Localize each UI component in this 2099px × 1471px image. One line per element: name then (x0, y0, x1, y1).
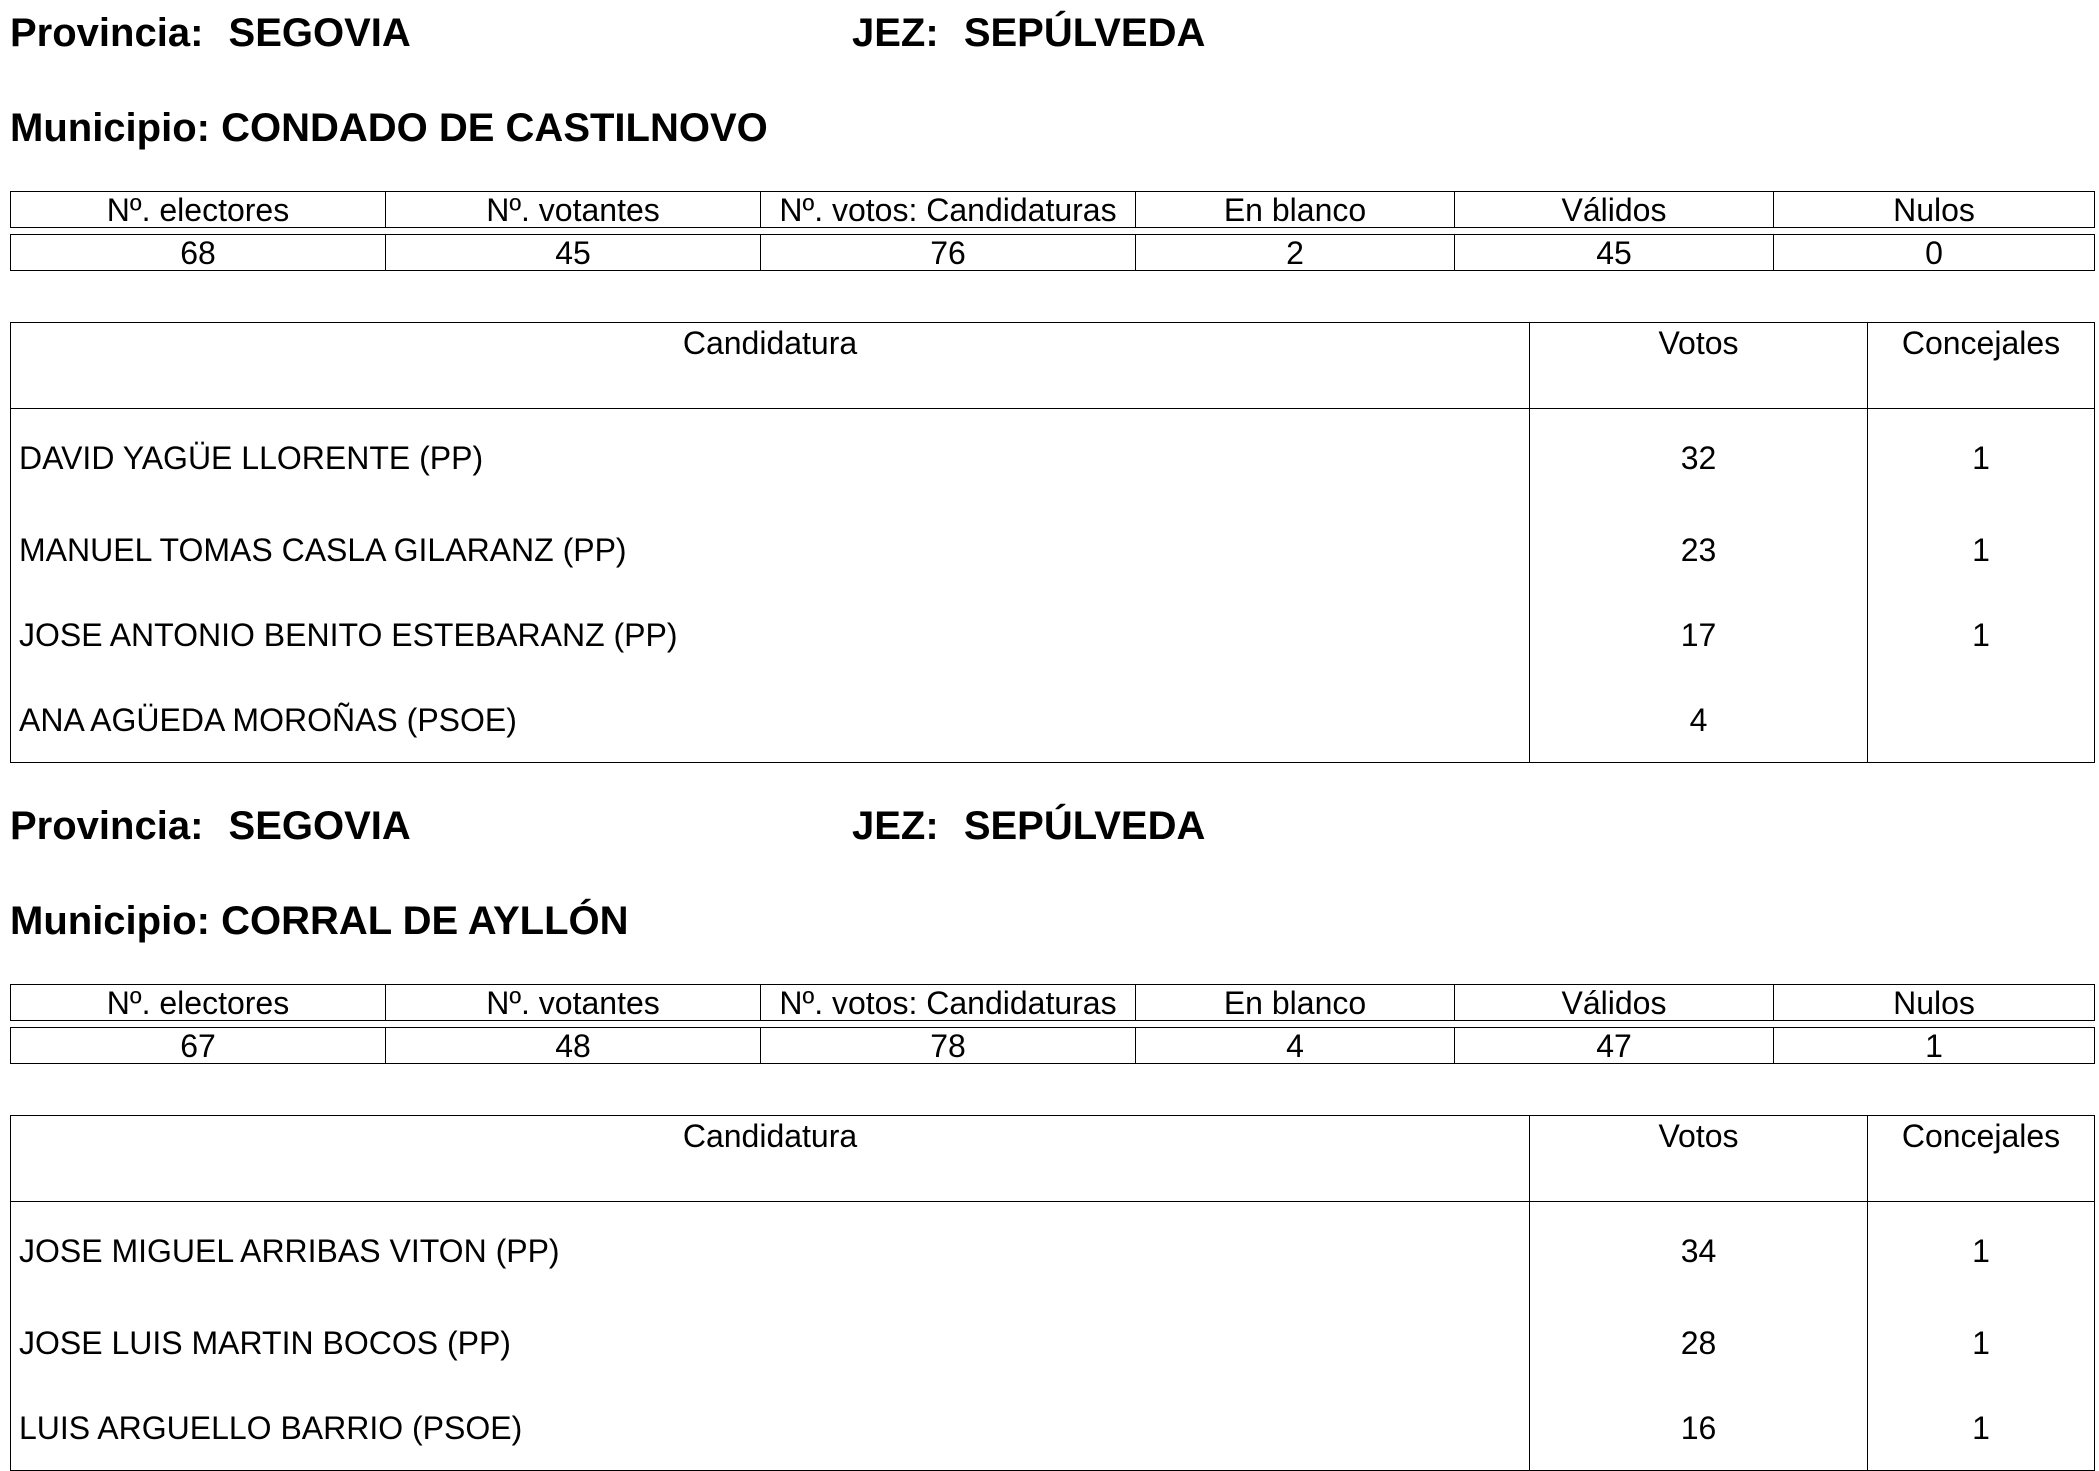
stats-value-row (11, 1028, 2095, 1064)
stat-value-votantes: 45 (386, 235, 761, 271)
jez-value: SEPÚLVEDA (963, 11, 1206, 55)
candidate-votes: 17 (1530, 592, 1868, 677)
province-heading (10, 13, 411, 53)
candidate-name: MANUEL TOMAS CASLA GILARANZ (PP) (19, 531, 627, 568)
stats-header-row (11, 985, 2095, 1021)
stat-header-candidaturas: Nº. votos: Candidaturas (761, 192, 1136, 228)
candidate-votes: 32 (1530, 409, 1868, 508)
municipio-heading (10, 108, 768, 148)
stat-header-validos: Válidos (1455, 985, 1774, 1021)
table-row (11, 1202, 2095, 1301)
candidate-seats: 1 (1868, 507, 2095, 592)
stat-header-nulos: Nulos (1774, 985, 2095, 1021)
stat-value-validos: 45 (1455, 235, 1774, 271)
municipio-value: CONDADO DE CASTILNOVO (221, 106, 768, 150)
candidate-votes: 23 (1530, 507, 1868, 592)
stats-header-row (11, 192, 2095, 228)
candidate-name: JOSE MIGUEL ARRIBAS VITON (PP) (19, 1233, 560, 1269)
municipio-heading (10, 901, 629, 941)
stat-header-candidaturas: Nº. votos: Candidaturas (761, 985, 1136, 1021)
candidates-table (10, 1115, 2095, 1471)
stat-value-blanco: 4 (1136, 1028, 1455, 1064)
candidate-votes: 4 (1530, 677, 1868, 763)
province-heading (10, 806, 411, 846)
stat-header-votantes: Nº. votantes (386, 985, 761, 1021)
stat-header-votantes: Nº. votantes (386, 192, 761, 228)
candidates-table (10, 322, 2095, 763)
table-row (11, 1300, 2095, 1385)
jez-label: JEZ: (852, 11, 939, 55)
municipio-label: Municipio: (10, 106, 210, 150)
candidates-header-row (11, 1116, 2095, 1202)
stats-table (10, 191, 2095, 271)
header-concejales: Concejales (1868, 1116, 2095, 1202)
stat-value-electores: 67 (11, 1028, 386, 1064)
candidate-name: DAVID YAGÜE LLORENTE (PP) (19, 440, 484, 476)
candidate-votes: 34 (1530, 1202, 1868, 1301)
stat-value-candidaturas: 76 (761, 235, 1136, 271)
header-candidatura: Candidatura (11, 323, 1530, 409)
header-votos: Votos (1530, 1116, 1868, 1202)
candidate-seats: 1 (1868, 1385, 2095, 1471)
province-value: SEGOVIA (228, 11, 411, 55)
header-concejales: Concejales (1868, 323, 2095, 409)
jez-value: SEPÚLVEDA (963, 804, 1206, 848)
province-label: Provincia: (10, 804, 204, 848)
candidate-name: LUIS ARGUELLO BARRIO (PSOE) (19, 1409, 523, 1446)
municipio-label: Municipio: (10, 899, 210, 943)
province-value: SEGOVIA (228, 804, 411, 848)
table-row (11, 409, 2095, 508)
candidate-seats (1868, 677, 2095, 763)
candidate-votes: 28 (1530, 1300, 1868, 1385)
stat-value-nulos: 1 (1774, 1028, 2095, 1064)
municipio-value: CORRAL DE AYLLÓN (221, 899, 629, 943)
table-row (11, 1385, 2095, 1471)
stats-value-row (11, 235, 2095, 271)
candidate-votes: 16 (1530, 1385, 1868, 1471)
stat-header-electores: Nº. electores (11, 192, 386, 228)
stat-value-validos: 47 (1455, 1028, 1774, 1064)
stat-header-nulos: Nulos (1774, 192, 2095, 228)
stat-value-blanco: 2 (1136, 235, 1455, 271)
header-candidatura: Candidatura (11, 1116, 1530, 1202)
candidate-seats: 1 (1868, 592, 2095, 677)
stat-header-electores: Nº. electores (11, 985, 386, 1021)
candidate-name: JOSE LUIS MARTIN BOCOS (PP) (19, 1324, 511, 1361)
stat-header-validos: Válidos (1455, 192, 1774, 228)
candidate-name: ANA AGÜEDA MOROÑAS (PSOE) (19, 701, 517, 738)
header-votos: Votos (1530, 323, 1868, 409)
jez-label: JEZ: (852, 804, 939, 848)
stat-value-candidaturas: 78 (761, 1028, 1136, 1064)
stat-value-votantes: 48 (386, 1028, 761, 1064)
table-row (11, 507, 2095, 592)
jez-heading (852, 13, 1205, 53)
candidate-seats: 1 (1868, 409, 2095, 508)
province-label: Provincia: (10, 11, 204, 55)
stat-value-nulos: 0 (1774, 235, 2095, 271)
table-row (11, 592, 2095, 677)
stat-header-blanco: En blanco (1136, 985, 1455, 1021)
stat-header-blanco: En blanco (1136, 192, 1455, 228)
table-row (11, 677, 2095, 763)
stats-table (10, 984, 2095, 1064)
candidates-header-row (11, 323, 2095, 409)
candidate-seats: 1 (1868, 1300, 2095, 1385)
stat-value-electores: 68 (11, 235, 386, 271)
jez-heading (852, 806, 1205, 846)
candidate-name: JOSE ANTONIO BENITO ESTEBARANZ (PP) (19, 616, 678, 653)
candidate-seats: 1 (1868, 1202, 2095, 1301)
